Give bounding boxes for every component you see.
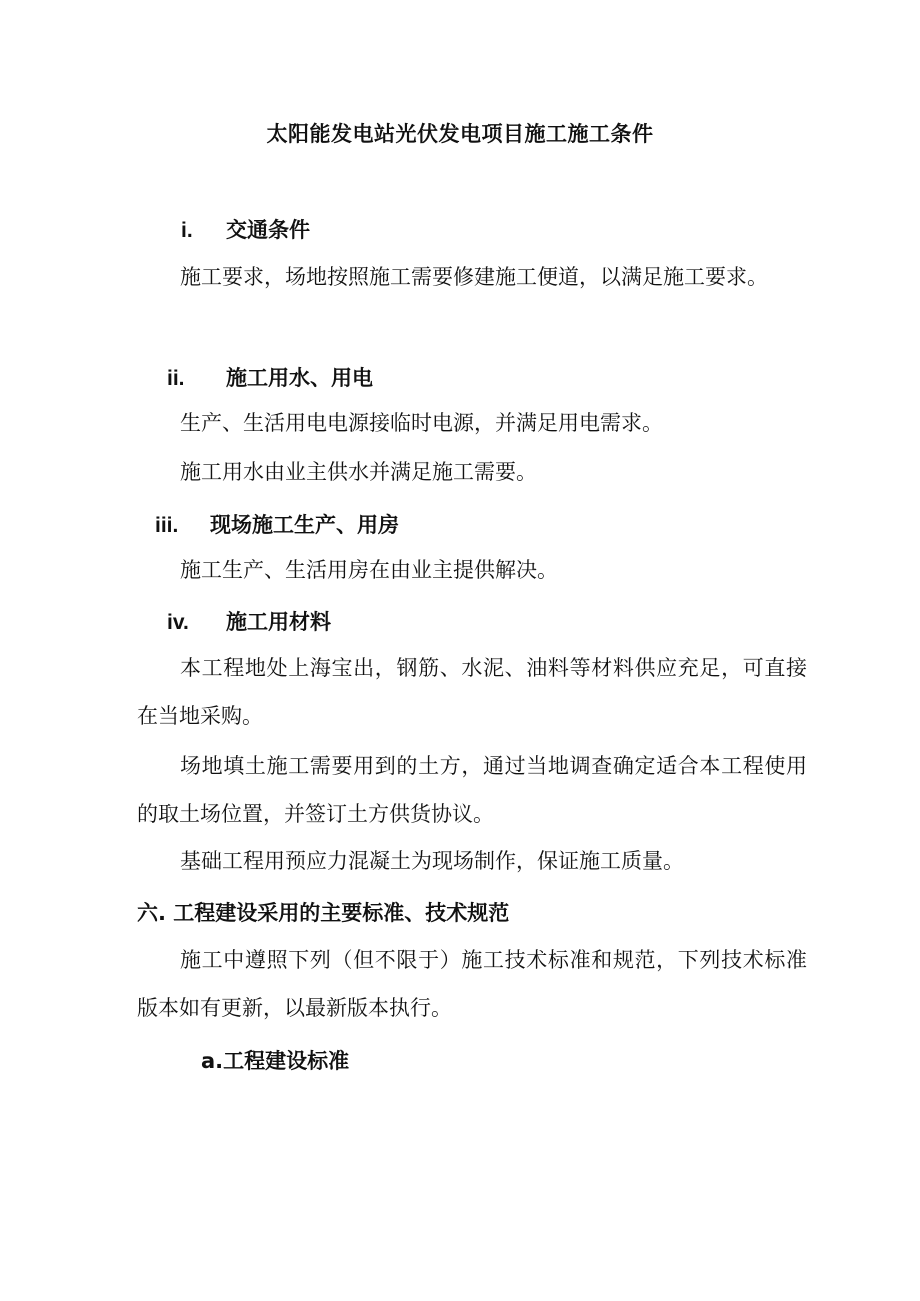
paragraph: 施工中遵照下列（但不限于）施工技术标准和规范，下列技术标准版本如有更新，以最新版本执行。 [137,948,807,1020]
section-number: iv. [167,611,189,634]
paragraph: 施工用水由业主供水并满足施工需要。 [180,460,537,484]
section-title: 交通条件 [226,218,310,242]
section-title: 施工用水、用电 [226,366,373,390]
section-number: ii. [167,367,185,390]
paragraph: 施工生产、生活用房在由业主提供解决。 [180,558,558,582]
paragraph: 本工程地处上海宝出，钢筋、水泥、油料等材料供应充足，可直接在当地采购。 [137,656,807,728]
paragraph: 场地填土施工需要用到的土方，通过当地调查确定适合本工程使用的取土场位置，并签订土方供货协议。 [137,754,807,826]
paragraph: 基础工程用预应力混凝土为现场制作，保证施工质量。 [180,849,684,873]
section-number: iii. [155,514,179,537]
section-number: i. [181,219,193,242]
document-title: 太阳能发电站光伏发电项目施工施工条件 [266,122,654,146]
paragraph: 施工要求，场地按照施工需要修建施工便道，以满足施工要求。 [180,265,768,289]
section-heading-3 [155,509,399,539]
section-heading-4 [167,606,331,636]
subheading: a.工程建设标准 [201,1049,350,1073]
chapter-heading: 六. 工程建设采用的主要标准、技术规范 [137,901,510,925]
section-heading-2 [167,362,373,392]
section-title: 现场施工生产、用房 [210,513,399,537]
paragraph: 生产、生活用电电源接临时电源，并满足用电需求。 [180,411,663,435]
section-heading-1 [181,214,310,244]
section-title: 施工用材料 [226,610,331,634]
